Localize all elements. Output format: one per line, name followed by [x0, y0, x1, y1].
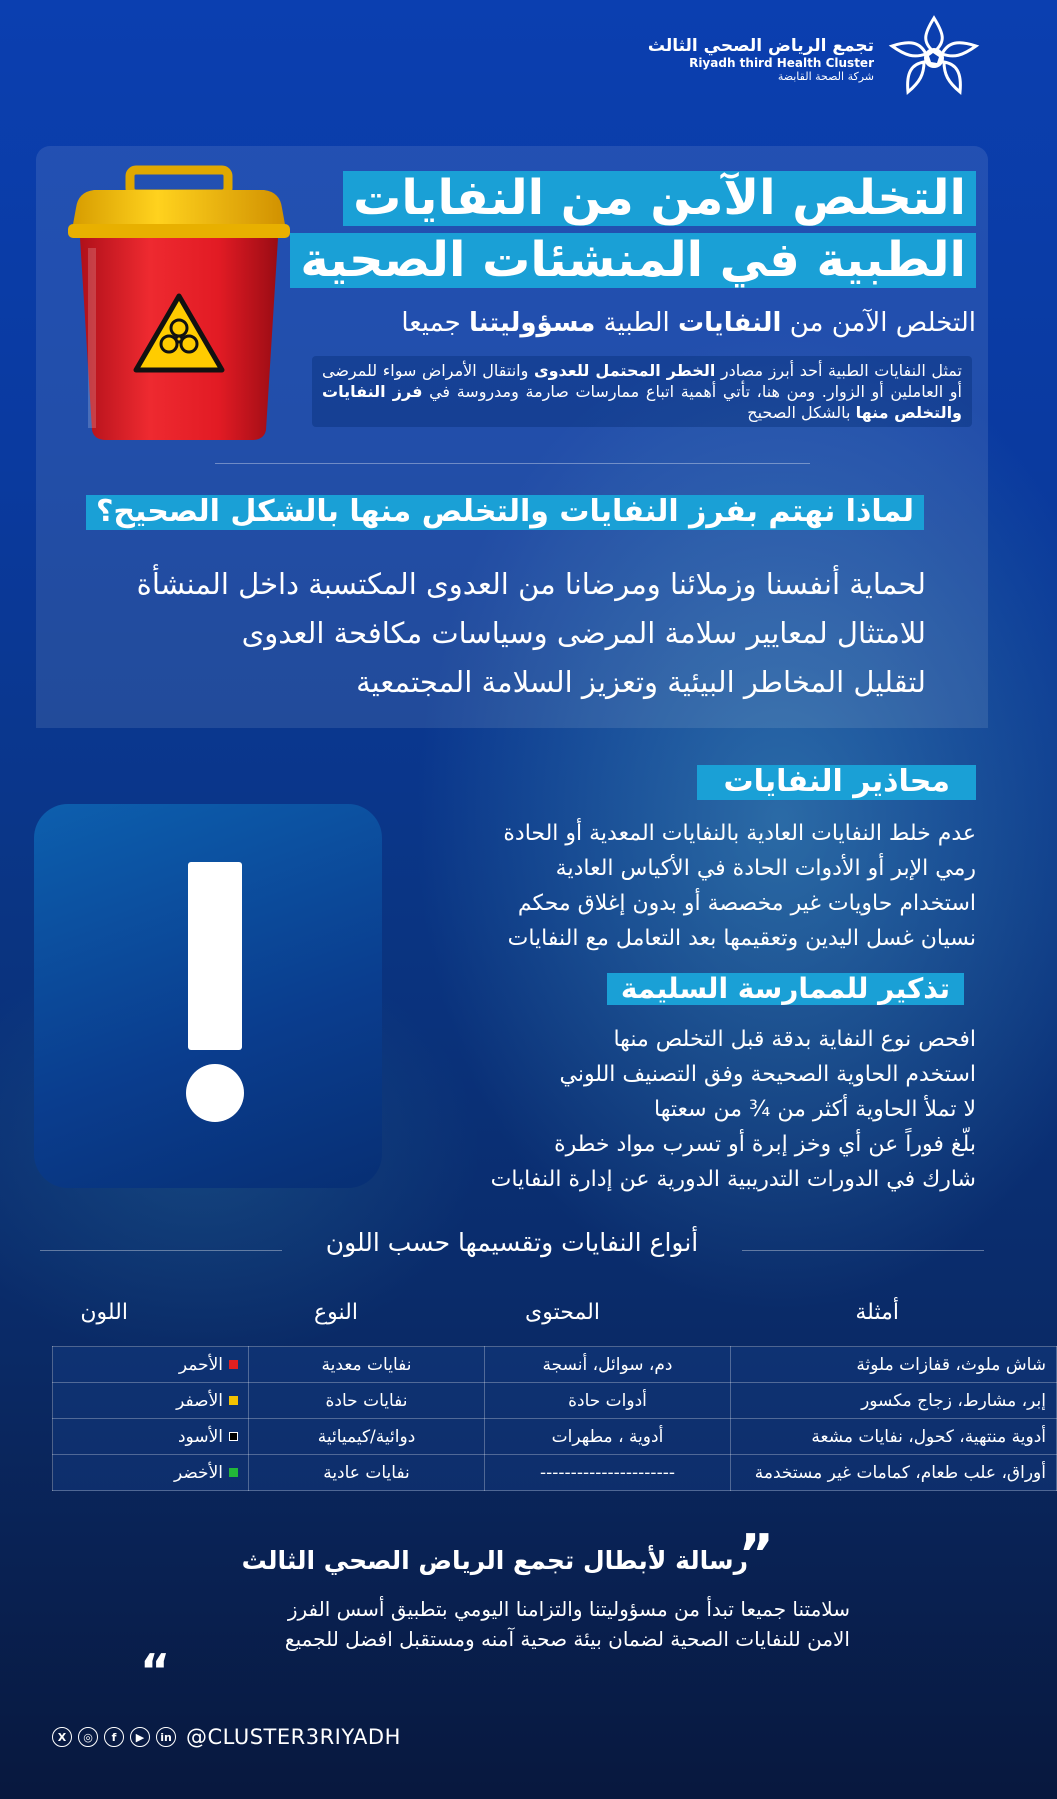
hazards-heading [697, 764, 976, 800]
table-row [53, 1455, 1057, 1491]
title-line-1: التخلص الآمن من النفايات [343, 171, 976, 226]
why-item: للامتثال لمعايير سلامة المرضى وسياسات مكافحة العدوى [241, 616, 926, 650]
x-icon[interactable]: X [52, 1727, 72, 1747]
message-line: الامن للنفايات الصحية لضمان بيئة صحية آمنه ومستقبل افضل للجميع [284, 1627, 850, 1651]
org-company: شركة الصحة القابضة [777, 70, 874, 83]
quote-open-icon: ” [738, 1523, 774, 1586]
intro-paragraph [312, 356, 972, 427]
cell-content: ---------------------- [485, 1455, 731, 1491]
hazards-list [396, 816, 976, 956]
quote-close-icon: “ [140, 1644, 171, 1698]
cell-type: نفايات معدية [249, 1347, 485, 1383]
practice-item: لا تملأ الحاوية أكثر من ¾ من سعتها [653, 1097, 976, 1122]
column-header-type: النوع [314, 1300, 358, 1325]
message-title: رسالة لأبطال تجمع الرياض الصحي الثالث [241, 1546, 748, 1575]
subtitle-part-2: الطبية [603, 308, 670, 338]
intro-bold-1: الخطر المحتمل للعدوى [533, 361, 716, 380]
practice-heading-text: تذكير للممارسة السليمة [607, 973, 964, 1005]
exclamation-icon [188, 862, 242, 1050]
cell-content: أدوات حادة [485, 1383, 731, 1419]
intro-text-2: وانتقال الأمراض سواء للمرضى أو العاملين أو الزوار. ومن هنا، تأتي أهمية اتباع ممارسات صارمة ومدروسة في [322, 361, 962, 401]
cell-examples: شاش ملوث، قفازات ملوثة [731, 1347, 1057, 1383]
why-list [106, 560, 926, 707]
hazard-item: نسيان غسل اليدين وتعقيمها بعد التعامل مع النفايات [507, 926, 976, 951]
hazard-item: عدم خلط النفايات العادية بالنفايات المعدية أو الحادة [503, 821, 976, 846]
practice-list [396, 1022, 976, 1197]
column-header-color: اللون [80, 1300, 128, 1325]
cell-type: دوائية/كيميائية [249, 1419, 485, 1455]
org-name-en: Riyadh third Health Cluster [689, 56, 874, 70]
subtitle-part-3: جميعا [401, 308, 461, 338]
org-name-ar: تجمع الرياض الصحي الثالث [647, 36, 874, 56]
column-header-content: المحتوى [525, 1300, 600, 1325]
instagram-icon[interactable]: ◎ [78, 1727, 98, 1747]
waste-types-title: أنواع النفايات وتقسيمها حسب اللون [325, 1228, 699, 1257]
why-heading-text: لماذا نهتم بفرز النفايات والتخلص منها بالشكل الصحيح؟ [86, 495, 924, 530]
message-body [150, 1594, 850, 1654]
subtitle-bold-2: مسؤوليتنا [469, 308, 596, 338]
color-swatch [229, 1468, 238, 1477]
cell-examples: إبر، مشارط، زجاج مكسور [731, 1383, 1057, 1419]
social-links [52, 1724, 401, 1750]
practice-item: بلّغ فوراً عن أي وخز إبرة أو تسرب مواد خطرة [554, 1132, 976, 1157]
youtube-icon[interactable]: ▶ [130, 1727, 150, 1747]
subtitle [401, 308, 976, 338]
cell-content: أدوية ، مطهرات [485, 1419, 731, 1455]
cell-examples: أدوية منتهية، كحول، نفايات مشعة [731, 1419, 1057, 1455]
intro-bold-2: فرز النفايات والتخلص منها [322, 382, 962, 422]
cell-color [53, 1419, 249, 1455]
intro-text-1: تمثل النفايات الطبية أحد أبرز مصادر [720, 361, 963, 380]
why-item: لتقليل المخاطر البيئية وتعزيز السلامة المجتمعية [356, 665, 926, 699]
cell-color [53, 1455, 249, 1491]
org-name-block [648, 36, 874, 83]
page-title [276, 170, 976, 294]
practice-item: استخدم الحاوية الصحيحة وفق التصنيف اللوني [559, 1062, 976, 1087]
message-line: سلامتنا جميعا تبدأ من مسؤوليتنا والتزامنا اليومي بتطبيق أسس الفرز [287, 1597, 850, 1621]
subtitle-bold-1: النفايات [678, 308, 782, 338]
color-swatch [229, 1396, 238, 1405]
hazard-item: استخدام حاويات غير مخصصة أو بدون إغلاق محكم [517, 891, 976, 916]
color-swatch [229, 1432, 238, 1441]
practice-heading [607, 972, 964, 1005]
cell-color [53, 1347, 249, 1383]
color-label: الأصفر [176, 1390, 223, 1411]
color-label: الأخضر [173, 1462, 223, 1483]
practice-item: افحص نوع النفاية بدقة قبل التخلص منها [613, 1027, 976, 1052]
cell-type: نفايات حادة [249, 1383, 485, 1419]
exclamation-dot-icon [186, 1064, 244, 1122]
table-row [53, 1419, 1057, 1455]
facebook-icon[interactable]: f [104, 1727, 124, 1747]
divider [215, 463, 810, 464]
color-label: الأحمر [178, 1354, 223, 1375]
why-heading [86, 494, 924, 530]
linkedin-icon[interactable]: in [156, 1727, 176, 1747]
cell-type: نفايات عادية [249, 1455, 485, 1491]
table-row [53, 1347, 1057, 1383]
title-line-2: الطبية في المنشئات الصحية [290, 233, 976, 288]
hazard-item: رمي الإبر أو الأدوات الحادة في الأكياس العادية [555, 856, 976, 881]
cell-content: دم، سوائل، أنسجة [485, 1347, 731, 1383]
waste-types-table [52, 1346, 1057, 1491]
color-label: الأسود [177, 1426, 223, 1447]
hazards-heading-text: محاذير النفايات [697, 765, 976, 800]
cell-examples: أوراق، علب طعام، كمامات غير مستخدمة [731, 1455, 1057, 1491]
table-row [53, 1383, 1057, 1419]
column-header-examples: أمثلة [855, 1300, 899, 1325]
cluster-logo [884, 12, 984, 98]
practice-item: شارك في الدورات التدريبية الدورية عن إدارة النفايات [490, 1167, 976, 1192]
social-handle[interactable]: @CLUSTER3RIYADH [186, 1725, 401, 1749]
cell-color [53, 1383, 249, 1419]
medical-waste-bin-icon [64, 168, 294, 444]
intro-text-3: بالشكل الصحيح [747, 403, 851, 422]
subtitle-part-1: التخلص الآمن من [789, 308, 976, 338]
color-swatch [229, 1360, 238, 1369]
why-item: لحماية أنفسنا وزملائنا ومرضانا من العدوى المكتسبة داخل المنشأة [136, 567, 926, 601]
